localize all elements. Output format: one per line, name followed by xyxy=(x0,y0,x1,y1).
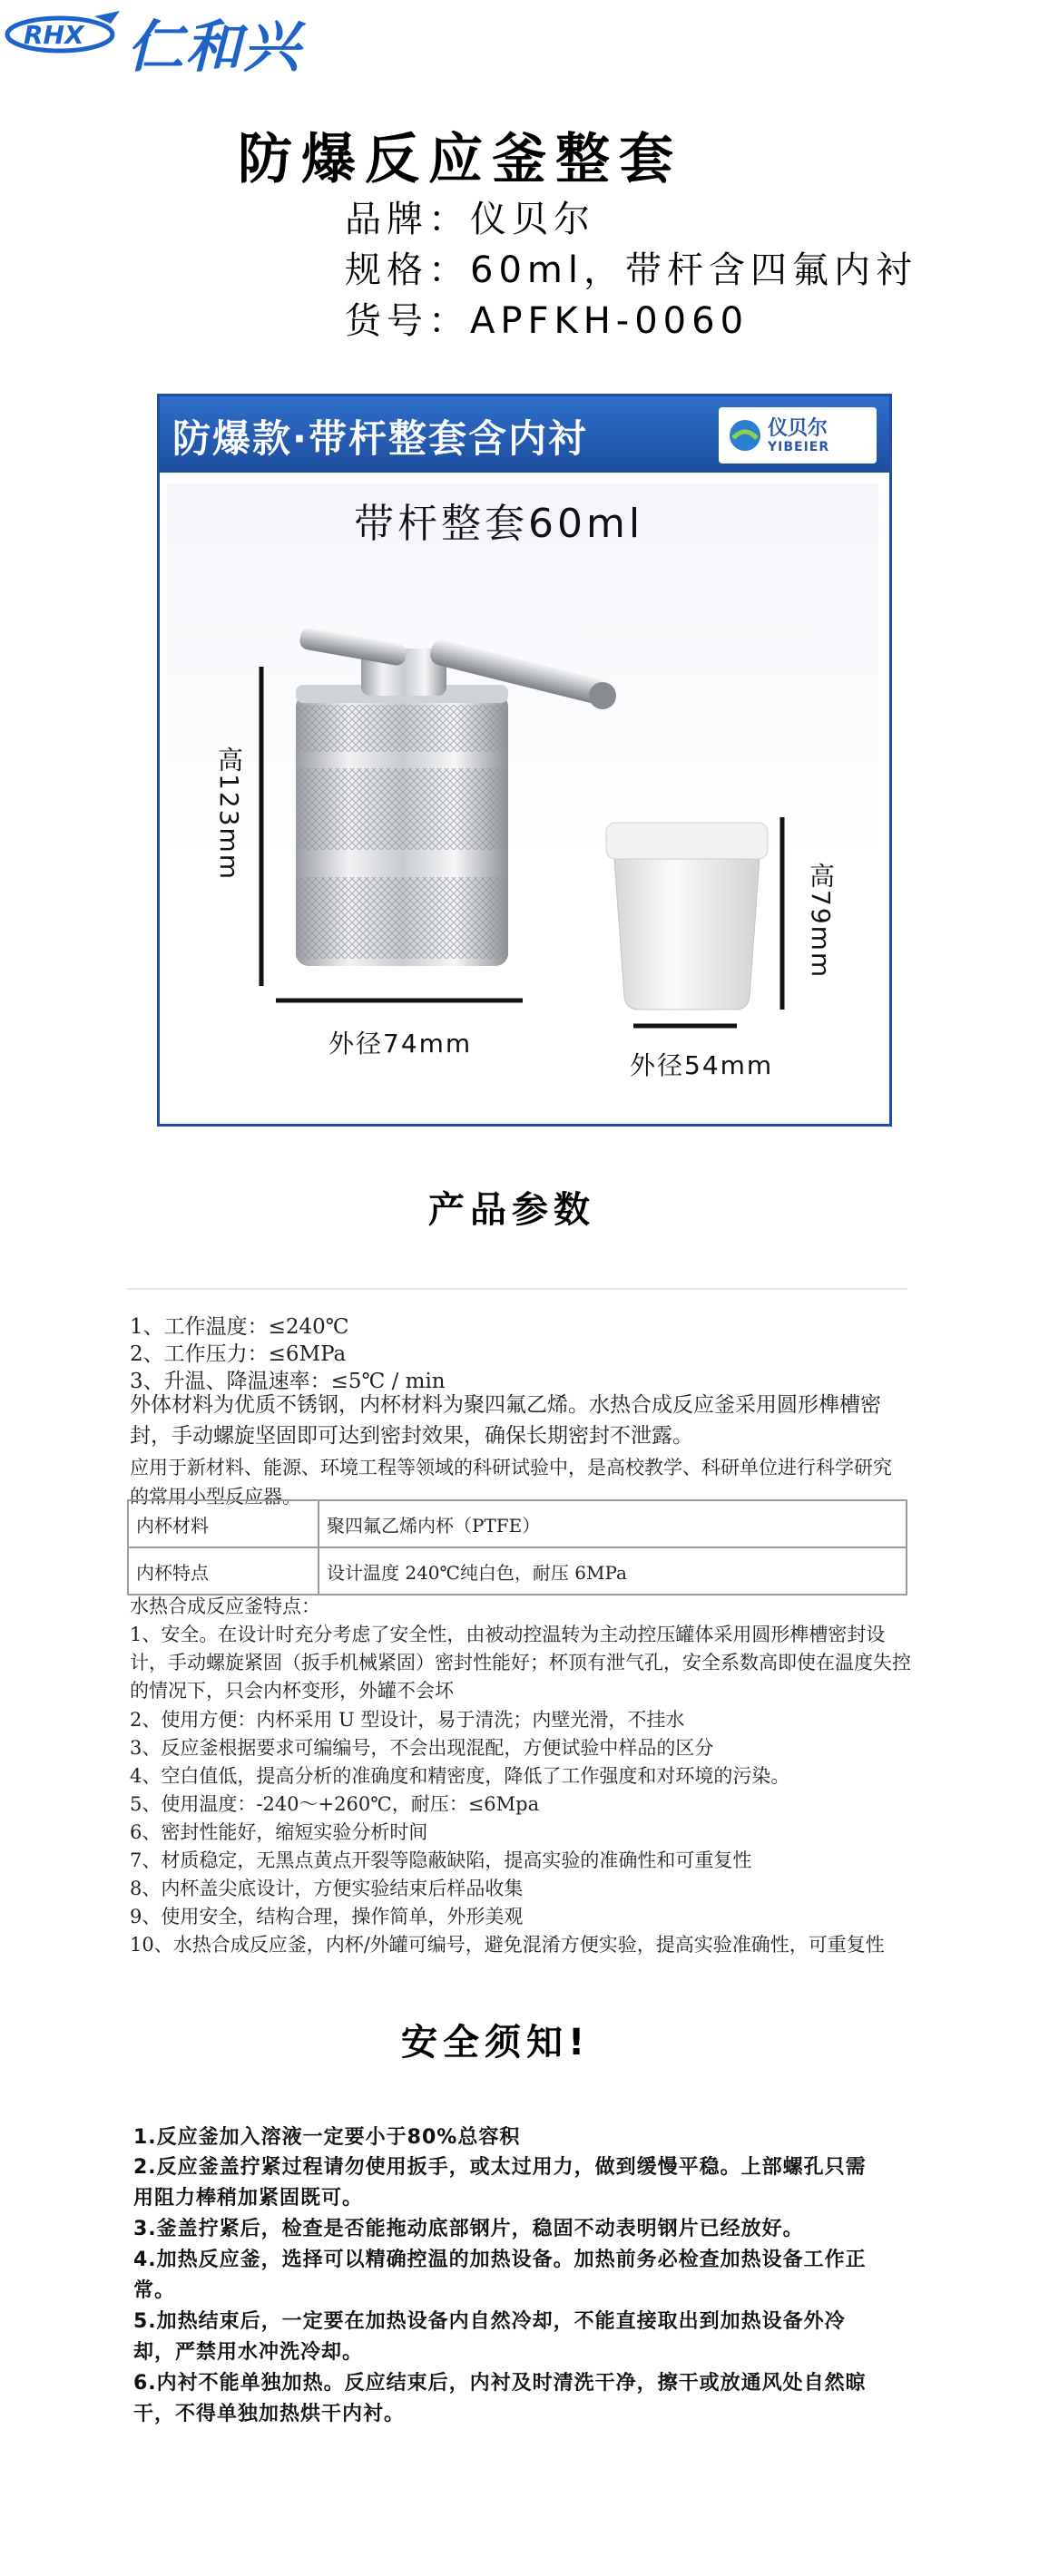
feature-item: 2、使用方便：内杯采用 U 型设计，易于清洗；内壁光滑，不挂水 xyxy=(130,1709,685,1731)
logo-mark-text: RHX xyxy=(24,20,84,50)
feature-item: 6、密封性能好，缩短实验分析时间 xyxy=(130,1821,428,1843)
features-title: 水热合成反应釜特点： xyxy=(130,1595,320,1617)
product-illustration xyxy=(160,396,889,1124)
spec-table xyxy=(127,1499,907,1595)
safety-item: 3.釜盖拧紧后，检查是否能拖动底部钢片，稳固不动表明钢片已经放好。 xyxy=(133,2218,804,2240)
panel-subtitle: 带杆整套60ml xyxy=(354,501,644,547)
table-row xyxy=(128,1500,907,1547)
spec-line: 规格：60ml，带杆含四氟内衬 xyxy=(345,249,917,291)
table-cell-value: 设计温度 240℃纯白色，耐压 6MPa xyxy=(319,1547,907,1595)
liner-diameter-label: 外径54mm xyxy=(630,1050,774,1080)
params-heading: 产品参数 xyxy=(428,1189,595,1231)
safety-item: 4.加热反应釜，选择可以精确控温的加热设备。加热前务必检查加热设备工作正常。 xyxy=(133,2249,867,2302)
vessel-height-label: 高123mm xyxy=(214,746,244,881)
params-top-rule xyxy=(127,1288,907,1290)
table-cell-value: 聚四氟乙烯内杯（PTFE） xyxy=(319,1500,907,1547)
feature-item: 1、安全。在设计时充分考虑了安全性，由被动控温转为主动控压罐体采用圆形榫槽密封设计，手动螺旋紧固（扳手机械紧固）密封性能好；杯顶有泄气孔，安全系数高即使在温度失控的情况下，只会内杯变形，外罐不会坏 xyxy=(130,1624,911,1702)
brand-badge-subtext: YIBEIER xyxy=(768,440,830,454)
param-material-paragraph: 外体材料为优质不锈钢，内杯材料为聚四氟乙烯。水热合成反应釜采用圆形榫槽密封，手动螺旋坚固即可达到密封效果，确保长期密封不泄露。 xyxy=(130,1393,881,1448)
safety-item: 2.反应釜盖拧紧过程请勿使用扳手，或太过用力，做到缓慢平稳。上部螺孔只需用阻力棒稍加紧固既可。 xyxy=(133,2156,867,2210)
table-row xyxy=(128,1547,907,1595)
safety-item: 1.反应釜加入溶液一定要小于80%总容积 xyxy=(133,2126,521,2149)
feature-item: 10、水热合成反应釜，内杯/外罐可编号，避免混淆方便实验，提高实验准确性，可重复性 xyxy=(130,1934,885,1956)
param-line-2: 2、工作压力：≤6MPa xyxy=(130,1342,347,1366)
brand-logo xyxy=(0,0,381,80)
feature-item: 4、空白值低，提高分析的准确度和精密度，降低了工作强度和对环境的污染。 xyxy=(130,1765,790,1787)
param-line-1: 1、工作温度：≤240℃ xyxy=(130,1315,349,1339)
page-title: 防爆反应釜整套 xyxy=(238,128,682,191)
safety-heading: 安全须知! xyxy=(401,2022,591,2064)
reactor-vessel xyxy=(296,627,616,966)
feature-item: 7、材质稳定，无黑点黄点开裂等隐蔽缺陷，提高实验的准确性和可重复性 xyxy=(130,1849,752,1871)
features-crop-edge xyxy=(118,1968,926,1983)
feature-item: 5、使用温度：-240～+260℃，耐压：≤6Mpa xyxy=(130,1793,540,1815)
product-image-panel xyxy=(157,394,892,1127)
table-cell-key: 内杯材料 xyxy=(128,1500,319,1547)
param-application-paragraph: 应用于新材料、能源、环境工程等领域的科研试验中，是高校教学、科研单位进行科学研究的常用小型反应器。 xyxy=(130,1457,892,1508)
banner-title: 防爆款·带杆整套含内衬 xyxy=(172,416,588,461)
brand-line: 品牌：仪贝尔 xyxy=(345,199,595,240)
vessel-diameter-label: 外径74mm xyxy=(328,1029,473,1059)
item-code-line: 货号：APFKH-0060 xyxy=(345,300,750,342)
table-cell-key: 内杯特点 xyxy=(128,1547,319,1595)
feature-item: 9、使用安全，结构合理，操作简单，外形美观 xyxy=(130,1906,524,1927)
brand-badge-text: 仪贝尔 xyxy=(768,417,828,440)
feature-item: 3、反应釜根据要求可编编号，不会出现混配，方便试验中样品的区分 xyxy=(130,1737,714,1759)
feature-item: 8、内杯盖尖底设计，方便实验结束后样品收集 xyxy=(130,1878,524,1899)
safety-item: 6.内衬不能单独加热。反应结束后，内衬及时清洗干净，擦干或放通风处自然晾干，不得单独加热烘干内衬。 xyxy=(133,2372,867,2425)
param-line-3: 3、升温、降温速率：≤5℃ / min xyxy=(130,1370,446,1393)
liner-height-label: 高79mm xyxy=(806,863,836,980)
logo-text: 仁和兴 xyxy=(127,14,302,80)
ptfe-liner xyxy=(606,823,768,1010)
logo-mark-icon xyxy=(4,7,131,58)
safety-item: 5.加热结束后，一定要在加热设备内自然冷却，不能直接取出到加热设备外冷却，严禁用水冲洗冷却。 xyxy=(133,2310,846,2364)
